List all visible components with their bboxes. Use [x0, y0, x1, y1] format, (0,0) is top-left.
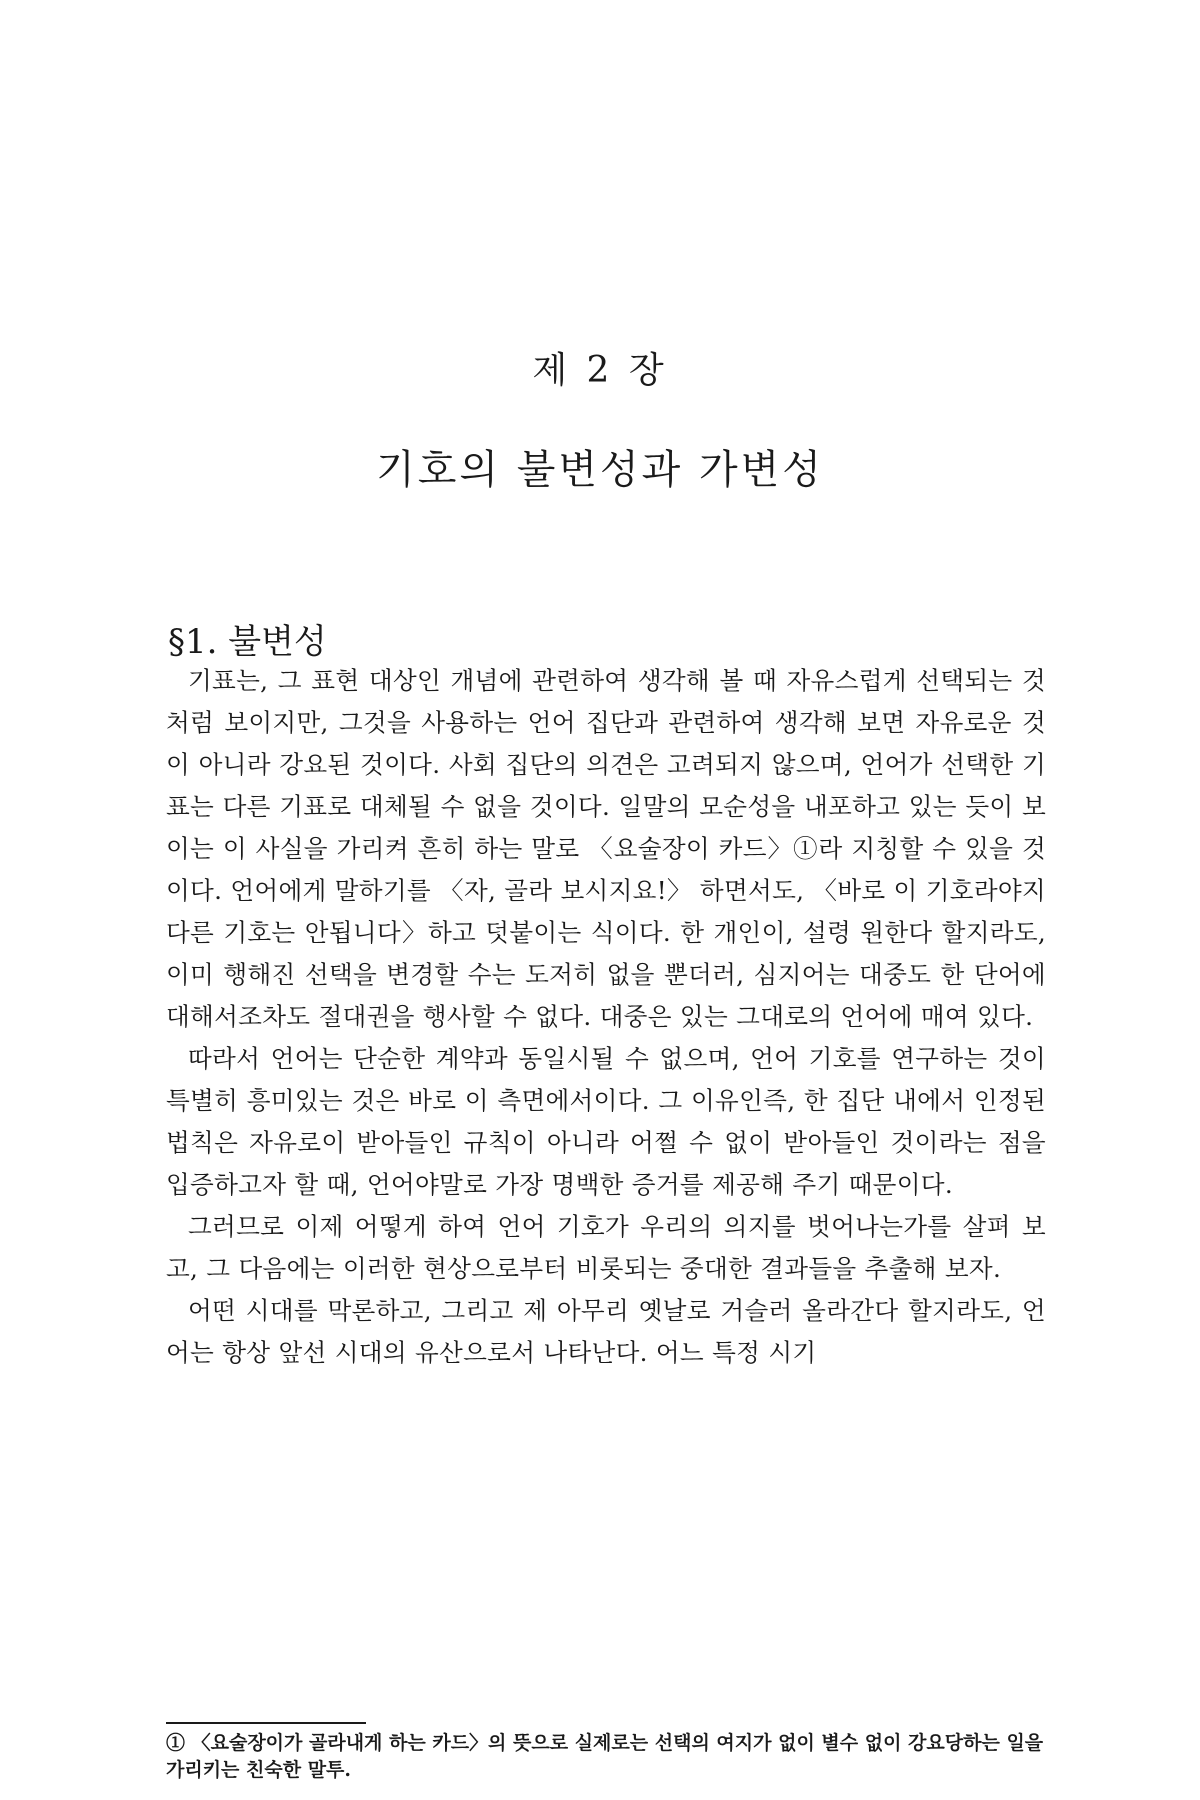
paragraph: 따라서 언어는 단순한 계약과 동일시될 수 없으며, 언어 기호를 연구하는 것이 특별히 흥미있는 것은 바로 이 측면에서이다. 그 이유인즉, 한 집단 내에서 인정된 법칙은 자유로이 받아들인 규칙이 아니라 어쩔 수 없이 받아들인 것이라는 점을 입증하고자 할 때, 언어야말로 가장 명백한 증거를 제공해 주기 때문이다.: [166, 1044, 1046, 1199]
body-text: [166, 660, 1046, 1374]
chapter-title: 기호의 불변성과 가변성: [376, 447, 824, 494]
paragraph: 그러므로 이제 어떻게 하여 언어 기호가 우리의 의지를 벗어나는가를 살펴 보고, 그 다음에는 이러한 현상으로부터 비롯되는 중대한 결과들을 추출해 보자.: [166, 1212, 1046, 1283]
footnote: ① 〈요술장이가 골라내게 하는 카드〉의 뜻으로 실제로는 선택의 여지가 없이 별수 없이 강요당하는 일을 가리키는 친숙한 말투.: [166, 1732, 1044, 1781]
paragraph: 어떤 시대를 막론하고, 그리고 제 아무리 옛날로 거슬러 올라간다 할지라도, 언어는 항상 앞선 시대의 유산으로서 나타난다. 어느 특정 시기: [166, 1296, 1046, 1367]
paragraph: 기표는, 그 표현 대상인 개념에 관련하여 생각해 볼 때 자유스럽게 선택되는 것처럼 보이지만, 그것을 사용하는 언어 집단과 관련하여 생각해 보면 자유로운 것이 아니라 강요된 것이다. 사회 집단의 의견은 고려되지 않으며, 언어가 선택한 기표는 다른 기표로 대체될 수 없을 것이다. 일말의 모순성을 내포하고 있는 듯이 보이는 이 사실을 가리켜 흔히 하는 말로 〈요술장이 카드〉①라 지칭할 수 있을 것이다. 언어에게 말하기를 〈자, 골라 보시지요!〉 하면서도, 〈바로 이 기호라야지 다른 기호는 안됩니다〉하고 덧붙이는 식이다. 한 개인이, 설령 원한다 할지라도, 이미 행해진 선택을 변경할 수는 도저히 없을 뿐더러, 심지어는 대중도 한 단어에 대해서조차도 절대권을 행사할 수 없다. 대중은 있는 그대로의 언어에 매여 있다.: [166, 666, 1046, 1031]
chapter-number: 제 2 장: [532, 350, 668, 392]
section-heading: §1. 불변성: [168, 622, 327, 662]
footnote-divider: [166, 1722, 366, 1724]
